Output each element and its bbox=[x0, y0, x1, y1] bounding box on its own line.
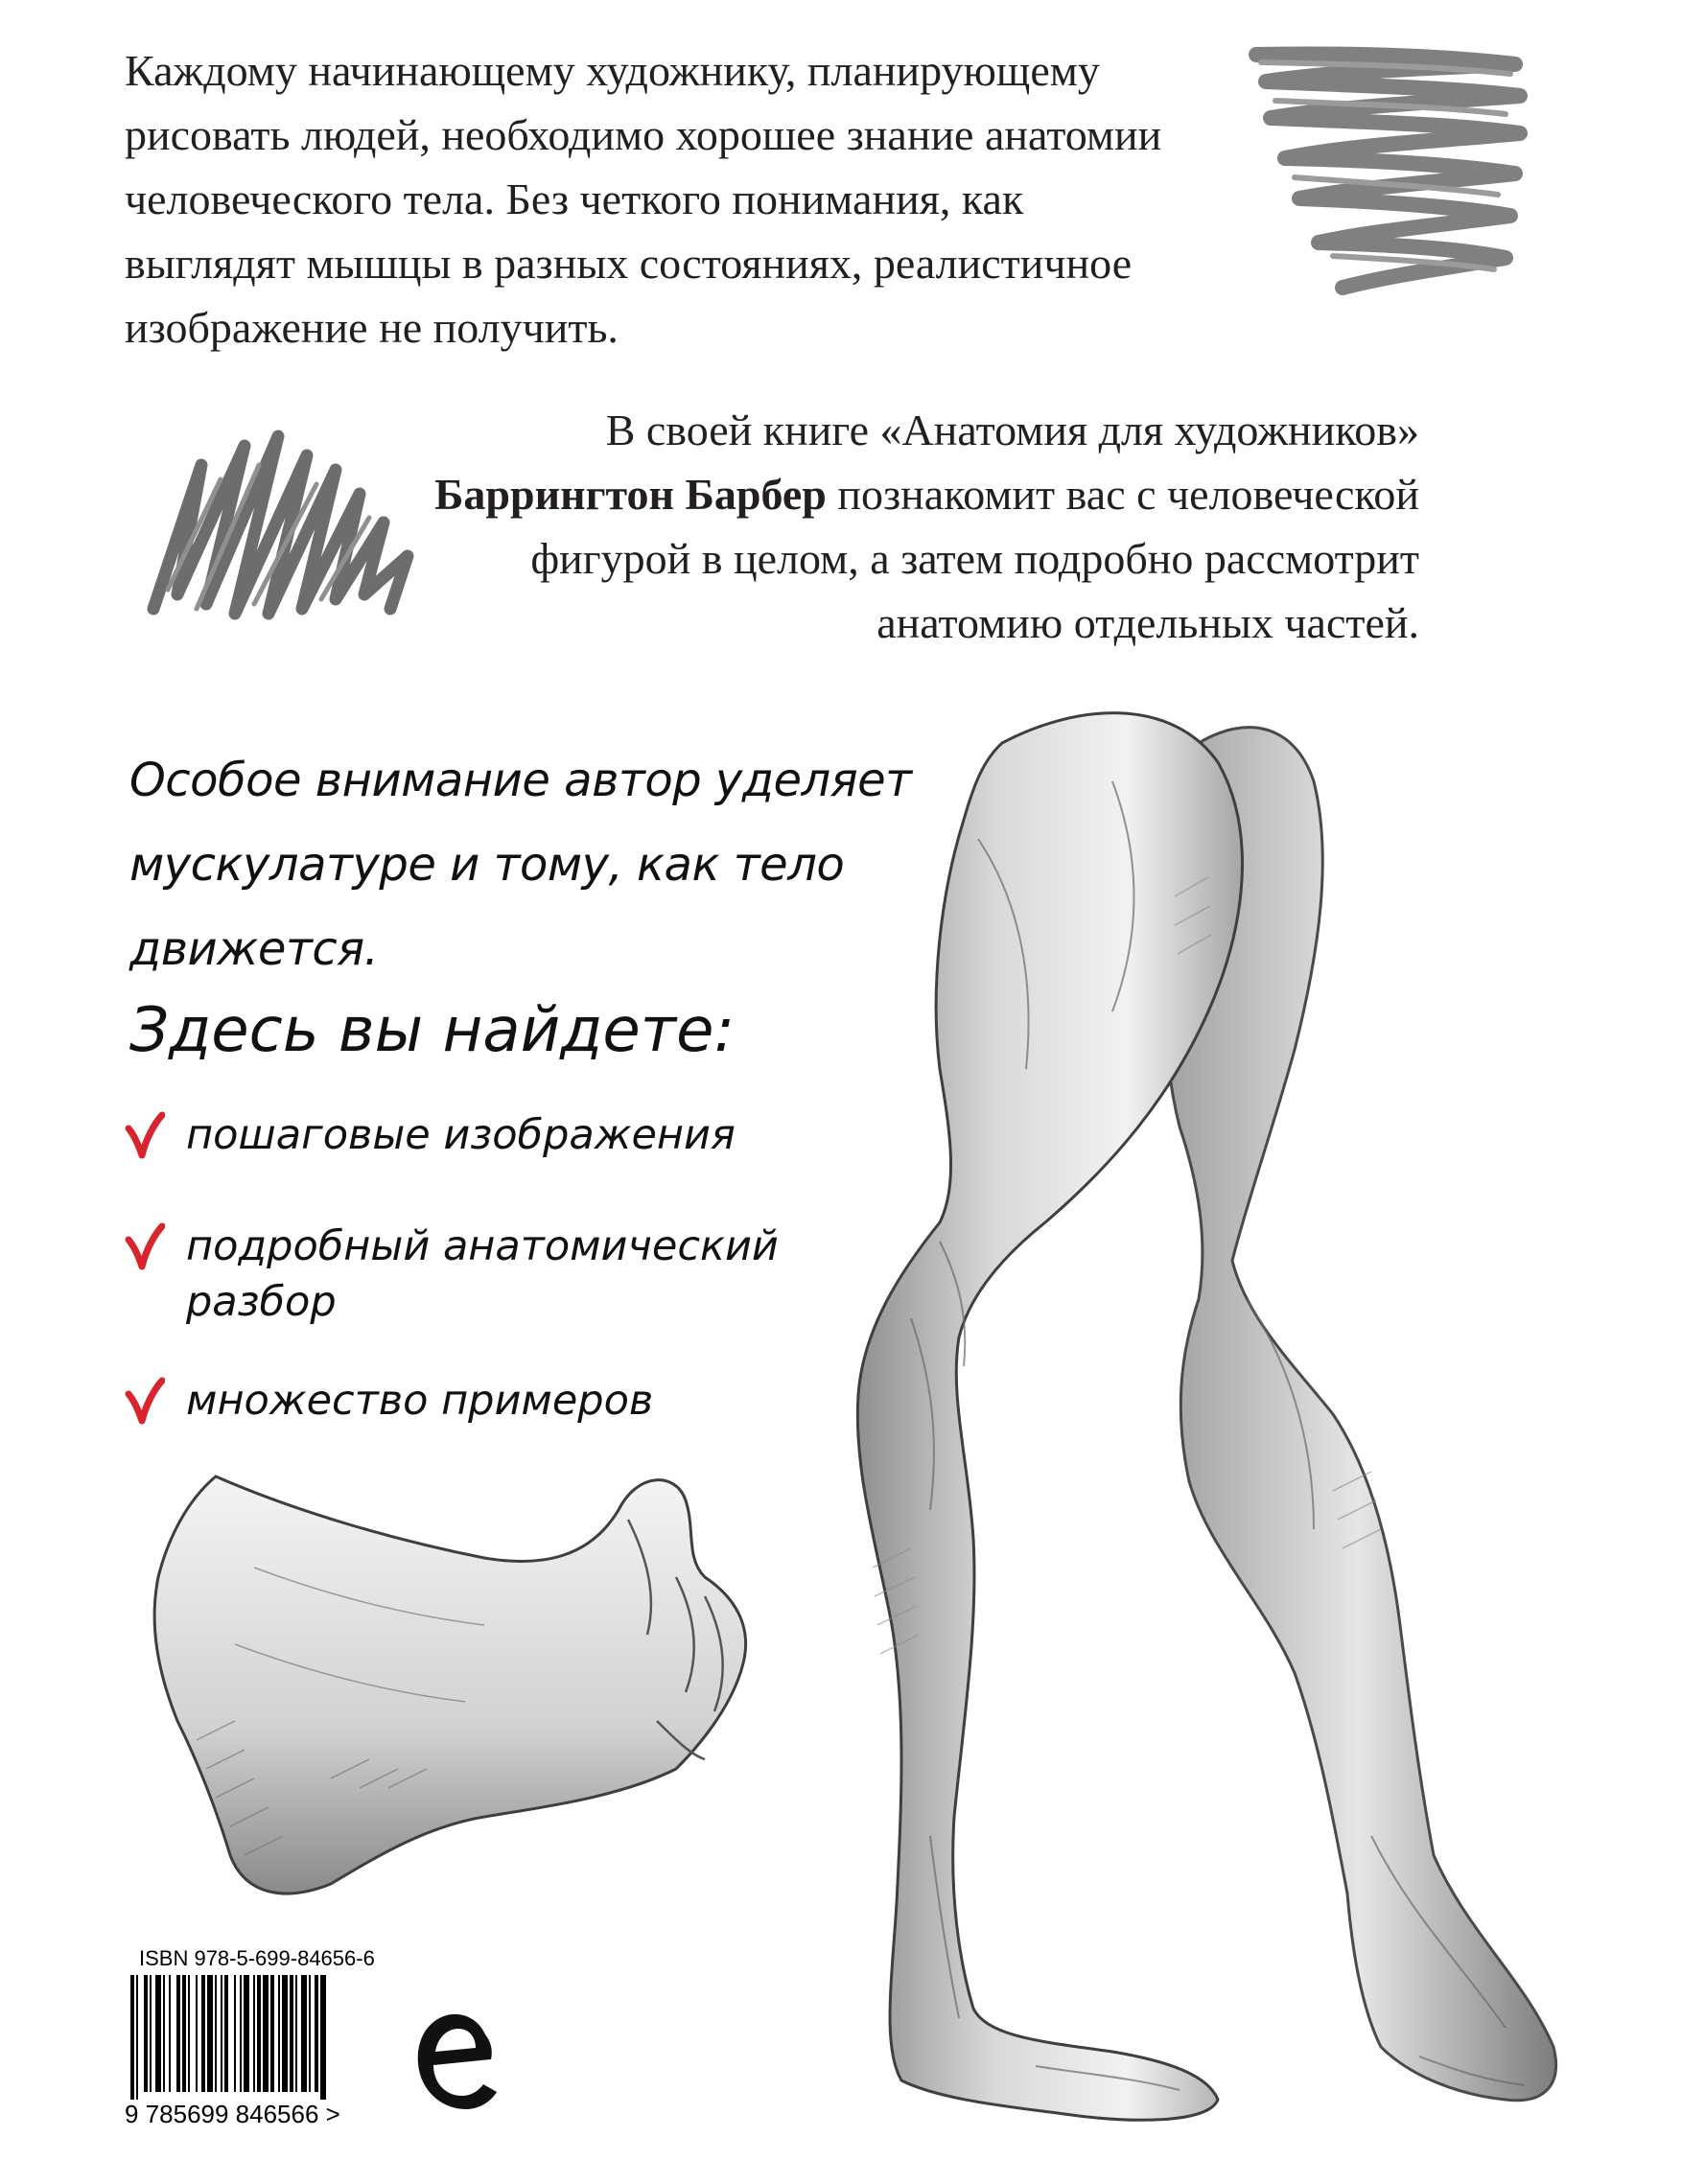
intro-line: изображение не получить. bbox=[125, 303, 619, 352]
barcode-bar bbox=[253, 1975, 255, 2092]
feature-line: пошаговые изображения bbox=[186, 1111, 736, 1159]
pencil-scribble-top bbox=[1247, 43, 1534, 316]
features-heading: Здесь вы найдете: bbox=[129, 995, 735, 1066]
red-check-mark-icon bbox=[125, 1377, 165, 1427]
barcode-bar bbox=[263, 1975, 269, 2092]
book-line-rest: познакомит вас с человеческой bbox=[826, 470, 1419, 519]
barcode-bar bbox=[234, 1975, 236, 2092]
feature-line: разбор bbox=[186, 1278, 337, 1326]
barcode-bar bbox=[224, 1975, 228, 2092]
intro-line: Каждому начинающему художнику, планирующему bbox=[125, 46, 1100, 95]
intro-line: человеческого тела. Без четкого понимания, как bbox=[125, 174, 1024, 223]
isbn-barcode-block bbox=[125, 1946, 412, 2138]
barcode-bar bbox=[290, 1975, 293, 2092]
intro-line: выглядят мышцы в разных состояниях, реалистичное bbox=[125, 239, 1133, 288]
focus-line: мускулатуре и тому, как тело bbox=[129, 838, 845, 892]
barcode-bar bbox=[155, 1975, 161, 2092]
barcode-bar bbox=[130, 1975, 134, 2100]
feature-text bbox=[186, 1373, 796, 1429]
feature-text bbox=[186, 1219, 796, 1330]
list-item bbox=[125, 1219, 796, 1330]
feature-line: множество примеров bbox=[186, 1377, 654, 1425]
barcode-bar bbox=[182, 1975, 186, 2092]
feature-text bbox=[186, 1107, 796, 1163]
barcode-bar bbox=[270, 1975, 274, 2092]
barcode-bar bbox=[169, 1975, 171, 2092]
list-item bbox=[125, 1107, 796, 1163]
barcode-bar bbox=[244, 1975, 249, 2092]
intro-paragraph bbox=[125, 38, 1275, 360]
barcode-digits: 9 785699 846566 > bbox=[125, 2100, 340, 2128]
book-description bbox=[364, 398, 1419, 655]
barcode-bar bbox=[196, 1975, 198, 2092]
barcode-bar bbox=[309, 1975, 311, 2092]
barcode-bar bbox=[315, 1975, 318, 2092]
barcode-bar bbox=[278, 1975, 280, 2092]
book-line bbox=[364, 462, 1419, 526]
barcode-bar bbox=[215, 1975, 217, 2092]
foot-anatomy-drawing bbox=[139, 1452, 772, 1903]
author-name: Баррингтон Барбер bbox=[434, 470, 827, 519]
barcode-bar bbox=[207, 1975, 213, 2092]
feature-line: подробный анатомический bbox=[186, 1222, 779, 1270]
barcode-bar bbox=[163, 1975, 165, 2092]
barcode-bar bbox=[295, 1975, 297, 2092]
barcode-bar bbox=[301, 1975, 307, 2092]
features-list bbox=[125, 1107, 796, 1484]
focus-line: Особое внимание автор уделяет bbox=[129, 754, 912, 807]
barcode-bar bbox=[257, 1975, 261, 2092]
leg-anatomy-drawing bbox=[796, 705, 1573, 2162]
barcode bbox=[125, 1975, 403, 2100]
red-check-mark-icon bbox=[125, 1222, 165, 1272]
book-line: анатомию отдельных частей. bbox=[876, 598, 1419, 647]
barcode-bar bbox=[176, 1975, 180, 2092]
barcode-bar bbox=[221, 1975, 222, 2092]
barcode-bar bbox=[136, 1975, 138, 2100]
barcode-bar bbox=[282, 1975, 288, 2092]
book-line: В своей книге «Анатомия для художников» bbox=[605, 406, 1419, 454]
book-line: фигурой в целом, а затем подробно рассмотрит bbox=[530, 534, 1419, 583]
red-check-mark-icon bbox=[125, 1111, 165, 1161]
barcode-bar bbox=[240, 1975, 242, 2092]
list-item bbox=[125, 1373, 796, 1429]
isbn-number: ISBN 978-5-699-84656-6 bbox=[139, 1946, 375, 1970]
intro-line: рисовать людей, необходимо хорошее знание анатомии bbox=[125, 110, 1162, 159]
publisher-logo-icon bbox=[410, 2006, 502, 2121]
barcode-bar bbox=[144, 1975, 148, 2092]
focus-line: движется. bbox=[129, 922, 379, 976]
barcode-bar bbox=[320, 1975, 326, 2100]
barcode-bar bbox=[150, 1975, 152, 2092]
barcode-bar bbox=[201, 1975, 205, 2092]
barcode-bar bbox=[188, 1975, 190, 2092]
